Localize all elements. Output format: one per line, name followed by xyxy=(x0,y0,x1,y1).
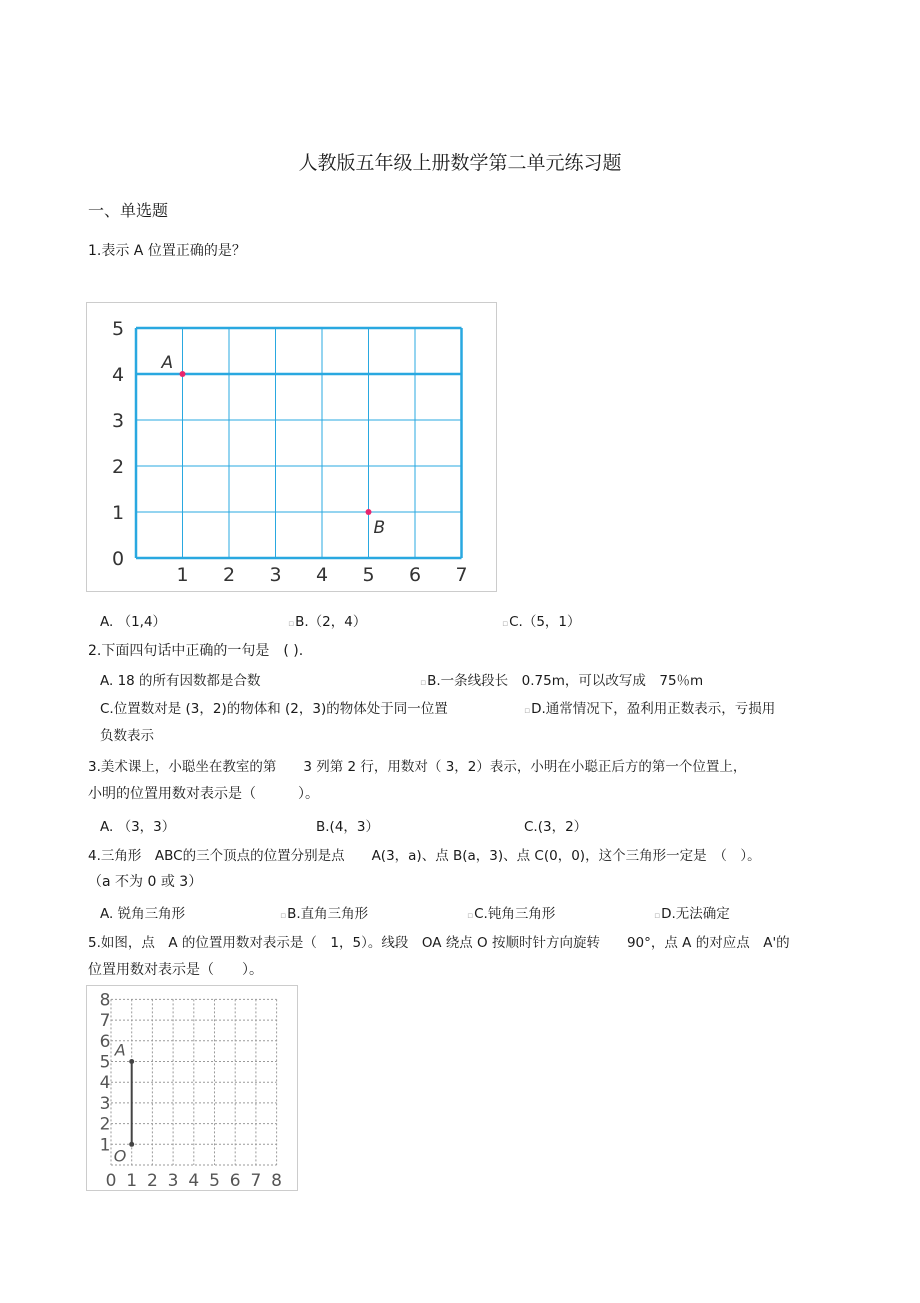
q3-option-c[interactable]: C.(3，2） xyxy=(524,819,588,835)
q5-y-tick-label: 4 xyxy=(99,1073,111,1094)
q1-option-b[interactable] xyxy=(288,610,366,630)
q1-option-a[interactable]: A. （1,4） xyxy=(100,614,167,630)
q1-x-tick-label: 2 xyxy=(222,564,236,586)
q5-y-tick-label: 2 xyxy=(99,1114,111,1135)
option-marker-icon: ▫ xyxy=(502,619,509,629)
q2-option-d[interactable] xyxy=(524,697,775,717)
q1-option-c[interactable] xyxy=(502,610,581,630)
q5-x-tick-label: 7 xyxy=(250,1171,262,1191)
q4-option-d-text: D.无法确定 xyxy=(661,906,730,922)
q1-x-tick-label: 3 xyxy=(269,564,282,586)
q5-coordinate-grid xyxy=(86,985,299,1191)
q4-option-b-text: B.直角三角形 xyxy=(287,906,369,922)
option-marker-icon: ▫ xyxy=(420,678,427,688)
q4-option-d[interactable] xyxy=(654,902,730,922)
q1-option-c-text: C.（5，1） xyxy=(509,614,581,630)
q4-option-b[interactable] xyxy=(280,902,368,922)
q4-option-c[interactable] xyxy=(467,902,555,922)
q1-figure-frame xyxy=(87,303,497,592)
option-marker-icon: ▫ xyxy=(524,706,531,716)
q1-y-tick-label: 3 xyxy=(111,410,125,432)
q4-option-a[interactable]: A. 锐角三角形 xyxy=(100,906,186,922)
q4-option-c-text: C.钝角三角形 xyxy=(474,906,556,922)
q5-y-tick-label: 5 xyxy=(99,1052,111,1073)
option-marker-icon: ▫ xyxy=(280,911,287,921)
q3-option-a[interactable]: A. （3，3） xyxy=(100,819,176,835)
q1-x-tick-label: 4 xyxy=(315,564,329,586)
q5-label-o: O xyxy=(113,1146,127,1166)
q5-x-tick-label: 5 xyxy=(209,1171,220,1191)
section-heading: 一、单选题 xyxy=(88,201,169,220)
q5-x-tick-label: 1 xyxy=(126,1171,138,1191)
q5-y-tick-label: 1 xyxy=(99,1135,111,1156)
q2-option-d-continued: 负数表示 xyxy=(100,728,154,744)
q5-y-tick-label: 8 xyxy=(99,990,111,1011)
q2-option-c[interactable]: C.位置数对是 (3，2)的物体和 (2，3)的物体处于同一位置 xyxy=(100,701,448,717)
q5-label-a: A xyxy=(114,1040,126,1060)
q1-y-tick-label: 4 xyxy=(111,364,125,386)
page-title: 人教版五年级上册数学第二单元练习题 xyxy=(298,152,622,174)
question-5-stem-line2: 位置用数对表示是（ ）。 xyxy=(88,962,263,978)
q5-point-o xyxy=(129,1142,134,1147)
q2-option-b[interactable] xyxy=(420,669,703,689)
q1-x-tick-label: 6 xyxy=(408,564,422,586)
q1-y-tick-label: 0 xyxy=(111,548,125,570)
q1-label-a: A xyxy=(161,353,174,373)
option-marker-icon: ▫ xyxy=(288,619,295,629)
question-2-stem: 2.下面四句话中正确的一句是 ( ). xyxy=(88,643,304,659)
question-5-stem-line1: 5.如图，点 A 的位置用数对表示是（ 1，5）。线段 OA 绕点 O 按顺时针方向旋转 90°，点 A 的对应点 A'的 xyxy=(88,935,790,951)
question-1-stem: 1.表示 A 位置正确的是？ xyxy=(88,243,246,259)
q5-y-tick-label: 6 xyxy=(99,1031,111,1052)
q5-x-tick-label: 2 xyxy=(146,1171,158,1191)
q5-y-tick-label: 3 xyxy=(99,1093,111,1114)
q1-x-tick-label: 5 xyxy=(362,564,375,586)
q2-option-a[interactable]: A. 18 的所有因数都是合数 xyxy=(100,673,261,689)
question-3-stem-line2: 小明的位置用数对表示是（ ）。 xyxy=(88,786,319,802)
q1-x-tick-label: 1 xyxy=(176,564,189,586)
q2-option-b-text: B.一条线段长 0.75m，可以改写成 75％m xyxy=(427,673,704,689)
option-marker-icon: ▫ xyxy=(467,911,474,921)
q5-x-tick-label: 6 xyxy=(229,1171,241,1191)
q1-point-b xyxy=(366,509,372,515)
option-marker-icon: ▫ xyxy=(654,911,661,921)
q5-x-tick-label: 8 xyxy=(271,1171,283,1191)
q1-label-b: B xyxy=(373,518,386,538)
q5-x-tick-label: 3 xyxy=(167,1171,179,1191)
q1-y-tick-label: 1 xyxy=(111,502,125,524)
q5-y-tick-label: 7 xyxy=(99,1011,111,1032)
q5-x-tick-label: 0 xyxy=(105,1171,117,1191)
question-3-stem-line1: 3.美术课上，小聪坐在教室的第 3 列第 2 行，用数对（ 3，2）表示，小明在小聪正后方的第一个位置上， xyxy=(88,759,747,775)
q1-y-tick-label: 2 xyxy=(111,456,125,478)
q1-y-tick-label: 5 xyxy=(111,318,125,340)
question-4-stem-line1: 4.三角形 ABC的三个顶点的位置分别是点 A(3，a)、点 B(a，3)、点 C(0，0)，这个三角形一定是 （ ）。 xyxy=(88,848,761,864)
q1-option-b-text: B.（2，4） xyxy=(295,614,367,630)
q3-option-b[interactable]: B.(4，3） xyxy=(316,819,379,835)
q5-point-a xyxy=(129,1059,134,1064)
question-4-stem-line2: （a 不为 0 或 3） xyxy=(88,874,203,890)
q1-coordinate-grid xyxy=(86,302,498,592)
q1-point-a xyxy=(180,371,186,377)
q2-option-d-text: D.通常情况下，盈利用正数表示，亏损用 xyxy=(531,701,776,717)
q5-x-tick-label: 4 xyxy=(188,1171,200,1191)
q1-x-tick-label: 7 xyxy=(455,564,468,586)
